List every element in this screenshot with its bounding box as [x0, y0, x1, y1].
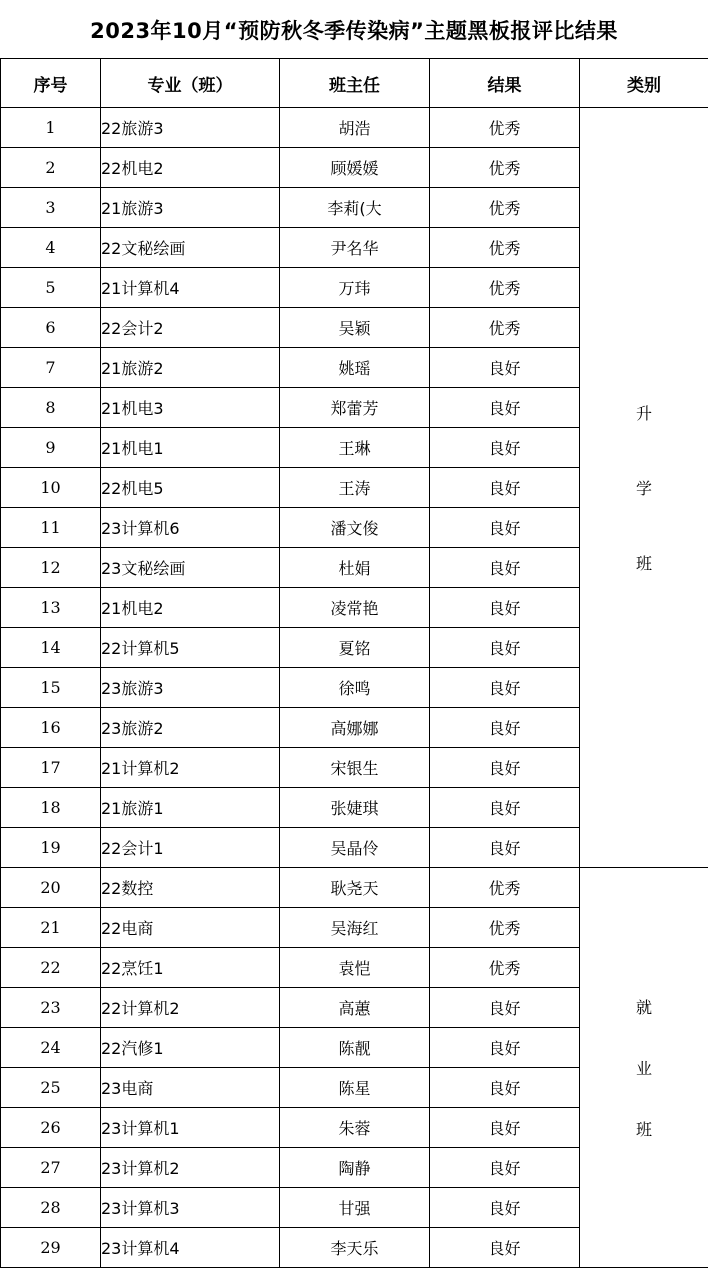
row-major: 21机电2: [101, 588, 280, 628]
row-no: 26: [1, 1108, 101, 1148]
row-major: 21旅游2: [101, 348, 280, 388]
row-major: 23计算机1: [101, 1108, 280, 1148]
row-result: 良好: [430, 1068, 580, 1108]
row-no: 6: [1, 308, 101, 348]
row-major: 21机电1: [101, 428, 280, 468]
row-no: 22: [1, 948, 101, 988]
category-cell-upper: [580, 108, 708, 868]
row-no: 23: [1, 988, 101, 1028]
header-category: 类别: [580, 59, 708, 108]
row-teacher: 王琳: [280, 428, 430, 468]
category-char: 学: [635, 479, 652, 498]
row-teacher: 姚瑶: [280, 348, 430, 388]
row-result: 优秀: [430, 148, 580, 188]
row-major: 22机电2: [101, 148, 280, 188]
row-result: 良好: [430, 388, 580, 428]
row-major: 23计算机2: [101, 1148, 280, 1188]
row-teacher: 耿尧天: [280, 868, 430, 908]
row-major: 22旅游3: [101, 108, 280, 148]
row-teacher: 陶静: [280, 1148, 430, 1188]
header-no: 序号: [1, 59, 101, 108]
row-result: 良好: [430, 708, 580, 748]
category-char: 班: [635, 1120, 652, 1139]
row-major: 23计算机3: [101, 1188, 280, 1228]
category-char: 业: [635, 1059, 652, 1078]
category-char: 班: [635, 554, 652, 573]
row-teacher: 袁恺: [280, 948, 430, 988]
row-major: 23计算机4: [101, 1228, 280, 1268]
row-teacher: 李天乐: [280, 1228, 430, 1268]
row-teacher: 甘强: [280, 1188, 430, 1228]
row-teacher: 王涛: [280, 468, 430, 508]
row-no: 13: [1, 588, 101, 628]
row-result: 优秀: [430, 228, 580, 268]
row-no: 20: [1, 868, 101, 908]
row-result: 良好: [430, 748, 580, 788]
row-teacher: 宋银生: [280, 748, 430, 788]
row-major: 23文秘绘画: [101, 548, 280, 588]
row-major: 22会计1: [101, 828, 280, 868]
row-teacher: 尹名华: [280, 228, 430, 268]
table-row: [1, 868, 708, 908]
row-no: 21: [1, 908, 101, 948]
row-major: 22计算机2: [101, 988, 280, 1028]
row-result: 优秀: [430, 188, 580, 228]
row-result: 优秀: [430, 868, 580, 908]
row-major: 23计算机6: [101, 508, 280, 548]
row-result: 良好: [430, 1188, 580, 1228]
row-no: 8: [1, 388, 101, 428]
row-no: 24: [1, 1028, 101, 1068]
row-teacher: 郑蕾芳: [280, 388, 430, 428]
row-result: 优秀: [430, 948, 580, 988]
row-result: 良好: [430, 508, 580, 548]
header-result: 结果: [430, 59, 580, 108]
category-char: 就: [635, 998, 652, 1017]
category-cell-lower: [580, 868, 708, 1268]
row-teacher: 高娜娜: [280, 708, 430, 748]
row-no: 4: [1, 228, 101, 268]
row-no: 1: [1, 108, 101, 148]
row-major: 21计算机4: [101, 268, 280, 308]
row-result: 良好: [430, 1148, 580, 1188]
row-teacher: 张婕琪: [280, 788, 430, 828]
row-no: 28: [1, 1188, 101, 1228]
row-major: 22文秘绘画: [101, 228, 280, 268]
row-no: 12: [1, 548, 101, 588]
row-no: 11: [1, 508, 101, 548]
row-result: 优秀: [430, 308, 580, 348]
row-no: 2: [1, 148, 101, 188]
row-no: 27: [1, 1148, 101, 1188]
row-no: 25: [1, 1068, 101, 1108]
row-result: 良好: [430, 348, 580, 388]
row-major: 21机电3: [101, 388, 280, 428]
row-no: 14: [1, 628, 101, 668]
row-major: 23电商: [101, 1068, 280, 1108]
row-no: 18: [1, 788, 101, 828]
row-no: 19: [1, 828, 101, 868]
row-no: 16: [1, 708, 101, 748]
row-teacher: 顾媛媛: [280, 148, 430, 188]
table-body: [1, 108, 708, 1268]
row-result: 良好: [430, 428, 580, 468]
row-result: 良好: [430, 828, 580, 868]
row-result: 良好: [430, 588, 580, 628]
row-major: 22计算机5: [101, 628, 280, 668]
page-title: 2023年10月“预防秋冬季传染病”主题黑板报评比结果: [90, 19, 618, 43]
results-table: [0, 58, 708, 1268]
row-result: 良好: [430, 548, 580, 588]
row-major: 22机电5: [101, 468, 280, 508]
row-teacher: 陈星: [280, 1068, 430, 1108]
row-result: 良好: [430, 788, 580, 828]
category-char: 升: [635, 404, 652, 423]
row-teacher: 凌常艳: [280, 588, 430, 628]
row-major: 23旅游2: [101, 708, 280, 748]
row-teacher: 李莉(大: [280, 188, 430, 228]
table-row: [1, 108, 708, 148]
row-teacher: 吴颖: [280, 308, 430, 348]
row-no: 15: [1, 668, 101, 708]
row-result: 良好: [430, 1108, 580, 1148]
row-teacher: 朱蓉: [280, 1108, 430, 1148]
row-teacher: 夏铭: [280, 628, 430, 668]
row-teacher: 吴晶伶: [280, 828, 430, 868]
row-no: 3: [1, 188, 101, 228]
row-teacher: 胡浩: [280, 108, 430, 148]
row-major: 21旅游1: [101, 788, 280, 828]
row-no: 9: [1, 428, 101, 468]
row-major: 22汽修1: [101, 1028, 280, 1068]
row-result: 良好: [430, 628, 580, 668]
row-teacher: 徐鸣: [280, 668, 430, 708]
row-teacher: 陈靓: [280, 1028, 430, 1068]
row-major: 21计算机2: [101, 748, 280, 788]
row-major: 22烹饪1: [101, 948, 280, 988]
header-teacher: 班主任: [280, 59, 430, 108]
row-teacher: 高蕙: [280, 988, 430, 1028]
row-major: 22会计2: [101, 308, 280, 348]
row-no: 29: [1, 1228, 101, 1268]
row-result: 良好: [430, 468, 580, 508]
row-major: 22电商: [101, 908, 280, 948]
row-no: 10: [1, 468, 101, 508]
row-result: 优秀: [430, 108, 580, 148]
row-result: 优秀: [430, 908, 580, 948]
row-no: 17: [1, 748, 101, 788]
row-result: 良好: [430, 1028, 580, 1068]
header-major: 专业（班）: [101, 59, 280, 108]
row-result: 优秀: [430, 268, 580, 308]
row-no: 5: [1, 268, 101, 308]
row-result: 良好: [430, 668, 580, 708]
row-teacher: 吴海红: [280, 908, 430, 948]
row-no: 7: [1, 348, 101, 388]
row-major: 21旅游3: [101, 188, 280, 228]
header-row: [1, 59, 708, 108]
row-major: 22数控: [101, 868, 280, 908]
row-teacher: 潘文俊: [280, 508, 430, 548]
row-teacher: 杜娟: [280, 548, 430, 588]
row-result: 良好: [430, 988, 580, 1028]
row-major: 23旅游3: [101, 668, 280, 708]
row-result: 良好: [430, 1228, 580, 1268]
row-teacher: 万玮: [280, 268, 430, 308]
